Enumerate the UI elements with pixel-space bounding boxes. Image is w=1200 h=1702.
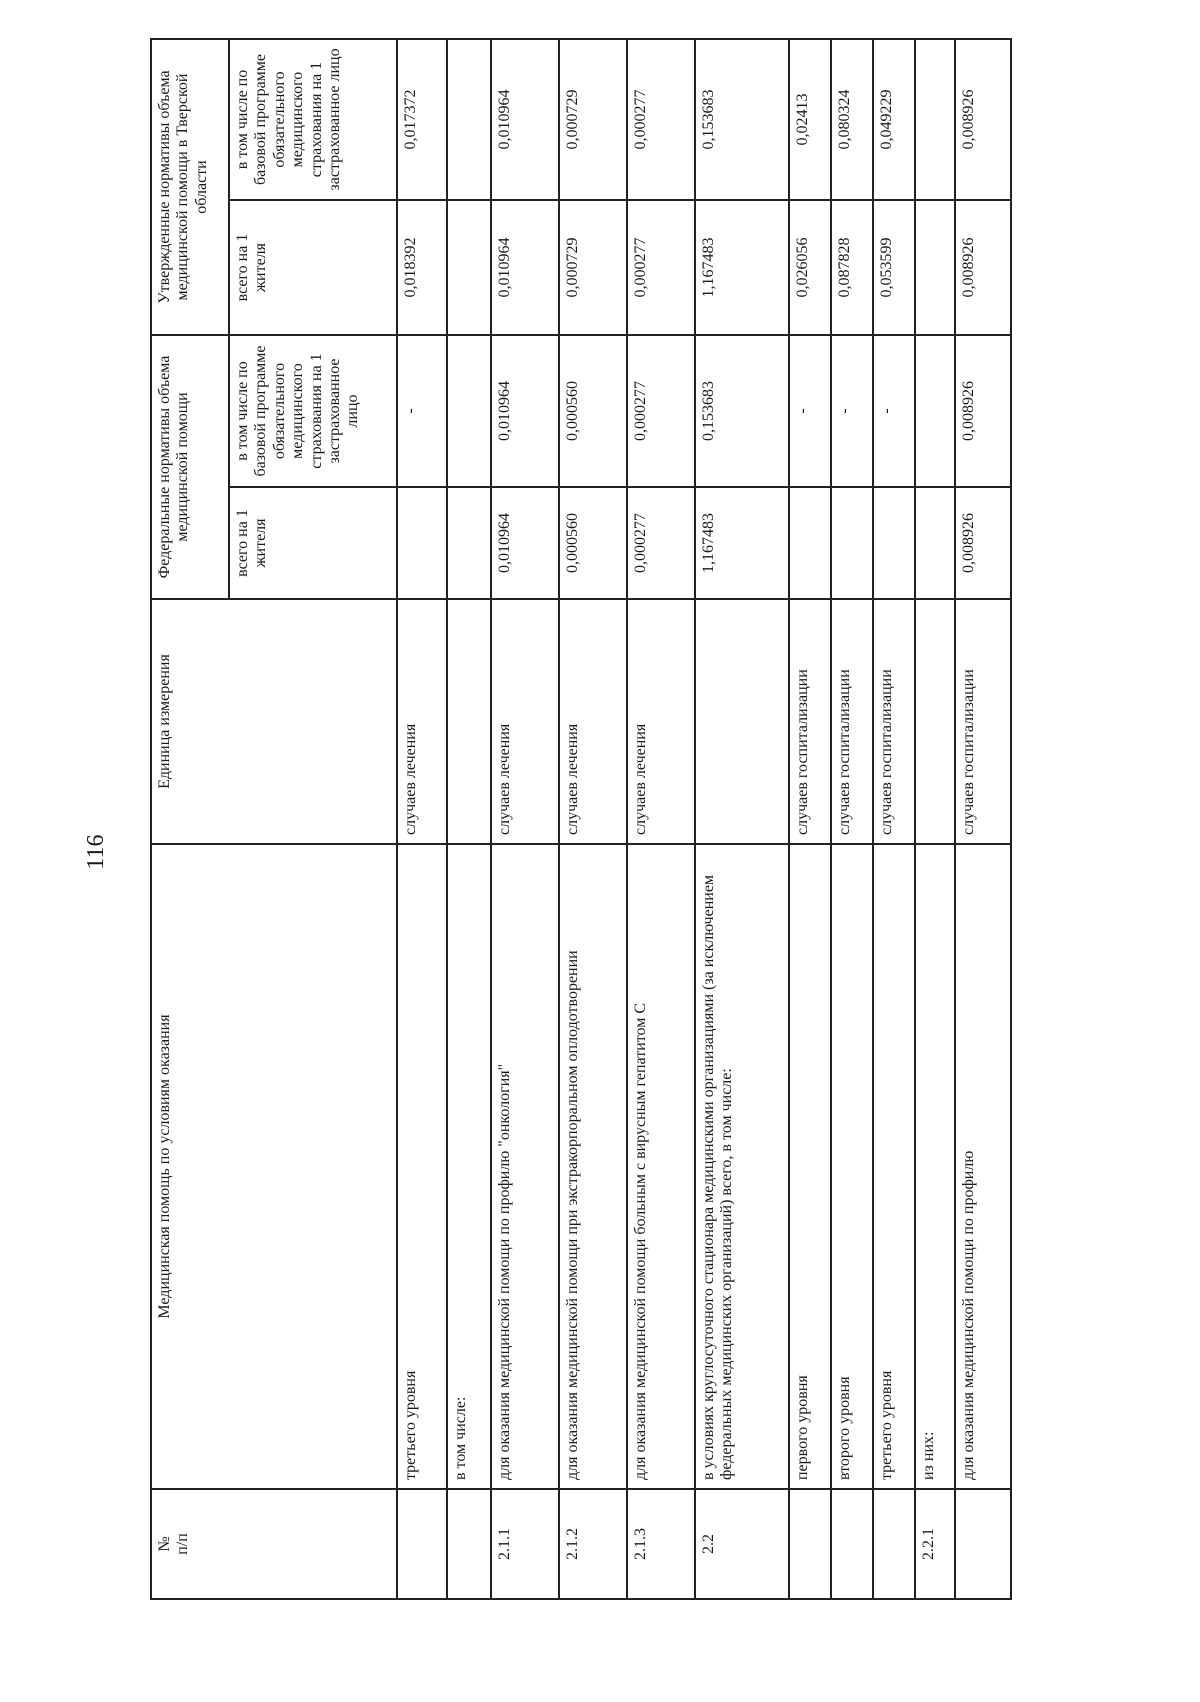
table-row [915,39,955,1599]
table-row [627,39,695,1599]
header-no: № п/п [151,1489,397,1599]
row-number [831,1489,873,1599]
header-federal-group: Федеральные нормативы объема медицинской помощи [151,335,229,599]
table-row [491,39,559,1599]
row-tver-oms: 0,010964 [491,39,559,200]
row-unit: случаев госпитализации [831,599,873,844]
row-care-type: в том числе: [447,844,491,1489]
row-tver-total: 0,000277 [627,200,695,335]
row-tver-oms: 0,017372 [397,39,447,200]
row-federal-oms [915,335,955,487]
row-tver-total: 0,026056 [789,200,831,335]
row-unit: случаев лечения [559,599,627,844]
table-row [955,39,1011,1599]
row-tver-oms: 0,008926 [955,39,1011,200]
row-unit: случаев лечения [397,599,447,844]
row-tver-oms: 0,049229 [873,39,915,200]
row-tver-oms [447,39,491,200]
row-federal-total: 0,008926 [955,487,1011,599]
row-tver-oms: 0,000729 [559,39,627,200]
row-tver-total [915,200,955,335]
row-tver-total: 0,008926 [955,200,1011,335]
row-care-type: для оказания медицинской помощи при экстракорпоральном оплодотворении [559,844,627,1489]
row-tver-total: 1,167483 [695,200,789,335]
row-federal-oms: - [873,335,915,487]
table-row [873,39,915,1599]
row-number [447,1489,491,1599]
row-federal-oms: - [831,335,873,487]
row-federal-total [873,487,915,599]
header-federal-total: всего на 1 жителя [229,487,397,599]
row-tver-total [447,200,491,335]
row-federal-oms: 0,000277 [627,335,695,487]
row-federal-total: 0,010964 [491,487,559,599]
row-number: 2.1.1 [491,1489,559,1599]
norms-table [150,38,1012,1600]
row-care-type: для оказания медицинской помощи по профилю [955,844,1011,1489]
row-federal-total [447,487,491,599]
header-care-type: Медицинская помощь по условиям оказания [151,844,397,1489]
row-tver-oms [915,39,955,200]
table-row [695,39,789,1599]
row-number [873,1489,915,1599]
row-number: 2.1.3 [627,1489,695,1599]
row-unit [915,599,955,844]
row-tver-total: 0,018392 [397,200,447,335]
row-number [955,1489,1011,1599]
row-care-type: второго уровня [831,844,873,1489]
row-number: 2.1.2 [559,1489,627,1599]
header-unit: Единица измерения [151,599,397,844]
row-care-type: для оказания медицинской помощи больным с вирусным гепатитом С [627,844,695,1489]
row-unit: случаев лечения [491,599,559,844]
header-tver-oms: в том числе по базовой программе обязательного медицинского страхования на 1 застрахованное лицо [229,39,397,200]
row-number: 2.2.1 [915,1489,955,1599]
row-federal-oms: 0,153683 [695,335,789,487]
row-number [397,1489,447,1599]
row-federal-oms: 0,008926 [955,335,1011,487]
row-unit: случаев госпитализации [873,599,915,844]
row-federal-oms: 0,010964 [491,335,559,487]
row-unit: случаев госпитализации [955,599,1011,844]
row-federal-total [789,487,831,599]
table-row [447,39,491,1599]
row-federal-total: 0,000560 [559,487,627,599]
rotated-table-wrapper [150,40,1195,1600]
row-federal-oms: 0,000560 [559,335,627,487]
row-federal-total [831,487,873,599]
row-tver-total: 0,053599 [873,200,915,335]
header-federal-oms: в том числе по базовой программе обязательного медицинского страхования на 1 застрахованное лицо [229,335,397,487]
row-tver-total: 0,010964 [491,200,559,335]
row-unit: случаев лечения [627,599,695,844]
header-tver-total: всего на 1 жителя [229,200,397,335]
row-unit: случаев госпитализации [789,599,831,844]
row-federal-total [397,487,447,599]
row-tver-oms: 0,080324 [831,39,873,200]
row-care-type: третьего уровня [397,844,447,1489]
row-number [789,1489,831,1599]
row-care-type: третьего уровня [873,844,915,1489]
row-unit [695,599,789,844]
row-tver-oms: 0,153683 [695,39,789,200]
row-care-type: в условиях круглосуточного стационара медицинскими организациями (за исключением федеральных медицинских организаций) всего, в том числе: [695,844,789,1489]
row-tver-total: 0,000729 [559,200,627,335]
row-care-type: из них: [915,844,955,1489]
row-care-type: первого уровня [789,844,831,1489]
header-tver-group: Утвержденные нормативы объема медицинской помощи в Тверской области [151,39,229,335]
row-number: 2.2 [695,1489,789,1599]
row-federal-total: 1,167483 [695,487,789,599]
row-federal-oms: - [789,335,831,487]
row-tver-total: 0,087828 [831,200,873,335]
row-federal-oms [447,335,491,487]
row-care-type: для оказания медицинской помощи по профилю "онкология" [491,844,559,1489]
table-row [559,39,627,1599]
row-federal-total: 0,000277 [627,487,695,599]
table-row [789,39,831,1599]
row-federal-oms: - [397,335,447,487]
page-number: 116 [83,834,109,870]
table-row [831,39,873,1599]
row-tver-oms: 0,000277 [627,39,695,200]
table-row [397,39,447,1599]
row-federal-total [915,487,955,599]
row-unit [447,599,491,844]
row-tver-oms: 0,02413 [789,39,831,200]
